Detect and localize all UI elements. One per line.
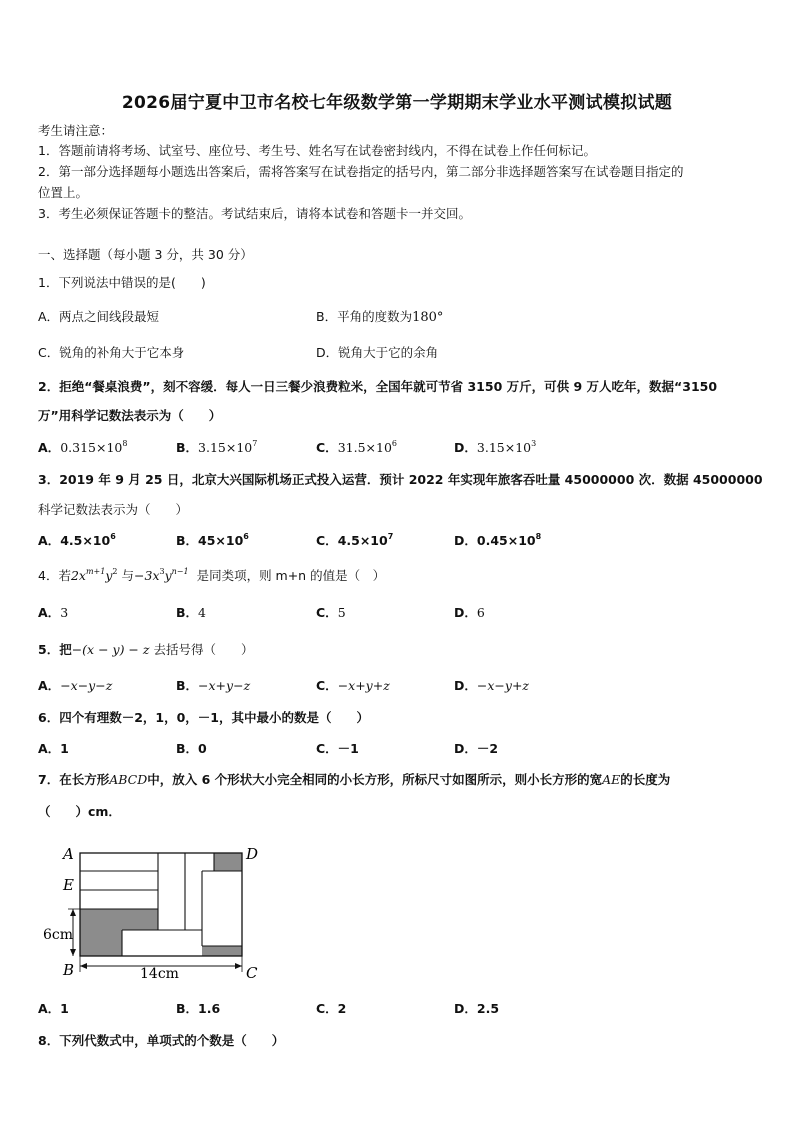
q7-option-d: D．2.5 bbox=[454, 1001, 500, 1016]
q7-ae: AE bbox=[602, 772, 621, 787]
q2-c-exp: 6 bbox=[391, 439, 397, 448]
q7-prefix: 7．在长方形 bbox=[38, 772, 110, 787]
q5-d-label: D． bbox=[454, 678, 477, 693]
q6-option-a: A．1 bbox=[38, 741, 69, 756]
q4-option-c bbox=[316, 603, 346, 621]
notice-heading: 考生请注意： bbox=[38, 123, 114, 138]
q5-option-b bbox=[176, 676, 250, 694]
q6-option-b: B．0 bbox=[176, 741, 207, 756]
q3-d-exp: 8 bbox=[535, 532, 542, 541]
q4-suffix: 是同类项，则 m+n 的值是（ ） bbox=[196, 568, 386, 583]
q7-option-b: B．1.6 bbox=[176, 1001, 221, 1016]
q2-stem-line2: 万”用科学记数法表示为（ ） bbox=[38, 408, 222, 423]
q7-abcd: ABCD bbox=[109, 772, 148, 787]
q7-stem-line2: （ ）cm． bbox=[38, 804, 121, 819]
q3-a-base: 4.5×10 bbox=[60, 533, 111, 548]
q4-prefix: 4．若 bbox=[38, 568, 71, 583]
q4-d-label: D． bbox=[454, 605, 477, 620]
q2-option-c bbox=[316, 438, 397, 456]
q4-term1-y: y bbox=[105, 568, 113, 583]
q6-option-d: D．－2 bbox=[454, 741, 499, 756]
q1-option-d: D．锐角大于它的余角 bbox=[316, 345, 439, 360]
q7-height-label: 6cm bbox=[43, 927, 74, 943]
q4-mid: 与 bbox=[121, 568, 135, 583]
q2-b-exp: 7 bbox=[252, 439, 258, 448]
q2-a-label: A． bbox=[38, 440, 61, 455]
q8-stem: 8．下列代数式中，单项式的个数是（ ） bbox=[38, 1033, 285, 1048]
q3-d-base: 0.45×10 bbox=[476, 533, 536, 548]
q3-c-exp: 7 bbox=[387, 532, 394, 541]
q5-stem bbox=[38, 640, 253, 658]
q2-d-exp: 3 bbox=[531, 439, 537, 448]
q3-b-exp: 6 bbox=[243, 532, 249, 541]
q3-option-a bbox=[38, 531, 116, 549]
q5-a-label: A． bbox=[38, 678, 61, 693]
q7-label-C: C bbox=[246, 964, 258, 982]
q5-expr: −(x − y) − z bbox=[71, 642, 150, 657]
q2-option-a bbox=[38, 438, 127, 456]
q7-shade-top-right bbox=[214, 853, 242, 871]
notice-item-2-cont: 位置上。 bbox=[38, 185, 89, 200]
q4-term1: 2x bbox=[70, 568, 86, 583]
q3-a-label: A． bbox=[38, 533, 61, 548]
q7-width-label: 14cm bbox=[140, 966, 179, 982]
q6-stem: 6．四个有理数－2，1，0，－1，其中最小的数是（ ） bbox=[38, 710, 369, 725]
q3-option-c bbox=[316, 531, 393, 549]
q4-option-a bbox=[38, 603, 68, 621]
q1-option-b-text: B．平角的度数为 bbox=[316, 309, 413, 324]
q4-term1-yexp: 2 bbox=[112, 567, 118, 576]
q7-option-c: C．2 bbox=[316, 1001, 347, 1016]
q3-stem-line2: 科学记数法表示为（ ） bbox=[38, 502, 189, 517]
q1-option-b-math: 180° bbox=[412, 310, 444, 325]
q1-stem: 1．下列说法中错误的是( ) bbox=[38, 275, 206, 290]
q1-option-b bbox=[316, 307, 443, 325]
notice-item-1: 1．答题前请将考场、试室号、座位号、考生号、姓名写在试卷密封线内，不得在试卷上作任何标记。 bbox=[38, 143, 596, 158]
q4-option-b bbox=[176, 603, 206, 621]
q3-option-d bbox=[454, 531, 541, 549]
q4-a-value: 3 bbox=[60, 605, 69, 620]
q7-label-E: E bbox=[63, 876, 74, 894]
q6-option-c: C．－1 bbox=[316, 741, 359, 756]
q2-stem-line1: 2．拒绝“餐桌浪费”，刻不容缓．每人一日三餐少浪费粒米，全国年就可节省 3150 万斤，可供 9 万人吃年，数据“3150 bbox=[38, 379, 718, 394]
q4-term2-xexp: 3 bbox=[159, 567, 165, 576]
q5-suffix: 去括号得（ ） bbox=[153, 642, 254, 657]
q1-option-c: C．锐角的补角大于它本身 bbox=[38, 345, 185, 360]
q2-d-base: 3.15×10 bbox=[476, 440, 532, 455]
q7-stem-line1 bbox=[38, 770, 670, 788]
q3-c-label: C． bbox=[316, 533, 338, 548]
q4-term2-yexp: n−1 bbox=[171, 567, 189, 576]
q2-b-base: 3.15×10 bbox=[198, 440, 253, 455]
q5-option-d bbox=[454, 676, 529, 694]
q3-b-base: 45×10 bbox=[198, 533, 244, 548]
q4-c-label: C． bbox=[316, 605, 338, 620]
q2-a-base: 0.315×10 bbox=[60, 440, 123, 455]
q7-label-B: B bbox=[63, 961, 75, 979]
q2-b-label: B． bbox=[176, 440, 199, 455]
q4-term2-y: y bbox=[164, 568, 172, 583]
q4-term2: −3x bbox=[134, 568, 160, 583]
q3-d-label: D． bbox=[454, 533, 477, 548]
section-heading: 一、选择题（每小题 3 分，共 30 分） bbox=[38, 247, 253, 262]
q4-b-label: B． bbox=[176, 605, 199, 620]
q5-option-a bbox=[38, 676, 112, 694]
q4-b-value: 4 bbox=[198, 605, 206, 620]
notice-item-3: 3．考生必须保证答题卡的整洁。考试结束后，请将本试卷和答题卡一并交回。 bbox=[38, 206, 471, 221]
q7-label-D: D bbox=[246, 845, 259, 863]
q5-b-label: B． bbox=[176, 678, 199, 693]
q2-a-exp: 8 bbox=[122, 439, 128, 448]
q1-option-a: A．两点之间线段最短 bbox=[38, 309, 160, 324]
q4-a-label: A． bbox=[38, 605, 61, 620]
q3-c-base: 4.5×10 bbox=[337, 533, 388, 548]
q2-c-base: 31.5×10 bbox=[337, 440, 392, 455]
q5-prefix: 5．把 bbox=[38, 642, 72, 657]
q3-a-exp: 6 bbox=[110, 532, 116, 541]
q2-option-b bbox=[176, 438, 257, 456]
q4-term1-xexp: m+1 bbox=[85, 567, 106, 576]
q7-mid: 中，放入 6 个形状大小完全相同的小长方形，所标尺寸如图所示，则小长方形的宽 bbox=[147, 772, 603, 787]
q4-d-value: 6 bbox=[476, 605, 485, 620]
q7-suffix: 的长度为 bbox=[620, 772, 671, 787]
q7-option-a: A．1 bbox=[38, 1001, 69, 1016]
q4-stem bbox=[38, 566, 385, 584]
q7-figure bbox=[40, 838, 280, 986]
page-title: 2026届宁夏中卫市名校七年级数学第一学期期末学业水平测试模拟试题 bbox=[121, 93, 673, 113]
q4-c-value: 5 bbox=[337, 605, 346, 620]
q5-c-label: C． bbox=[316, 678, 338, 693]
q5-b-value: −x+y−z bbox=[198, 678, 251, 693]
q7-shade-bottom-right bbox=[202, 930, 242, 956]
q2-d-label: D． bbox=[454, 440, 477, 455]
q3-option-b bbox=[176, 531, 249, 549]
q7-shade-left bbox=[80, 909, 158, 956]
q5-a-value: −x−y−z bbox=[60, 678, 113, 693]
q5-option-c bbox=[316, 676, 390, 694]
q3-stem-line1: 3．2019 年 9 月 25 日，北京大兴国际机场正式投入运营．预计 2022 年实现年旅客吞吐量 45000000 次．数据 45000000 bbox=[38, 472, 763, 487]
q3-b-label: B． bbox=[176, 533, 199, 548]
q4-option-d bbox=[454, 603, 485, 621]
q2-option-d bbox=[454, 438, 536, 456]
q7-label-A: A bbox=[63, 845, 74, 863]
q5-d-value: −x−y+z bbox=[476, 678, 530, 693]
notice-item-2: 2．第一部分选择题每小题选出答案后，需将答案写在试卷指定的括号内，第二部分非选择题答案写在试卷题目指定的 bbox=[38, 164, 684, 179]
q5-c-value: −x+y+z bbox=[337, 678, 390, 693]
q2-c-label: C． bbox=[316, 440, 338, 455]
